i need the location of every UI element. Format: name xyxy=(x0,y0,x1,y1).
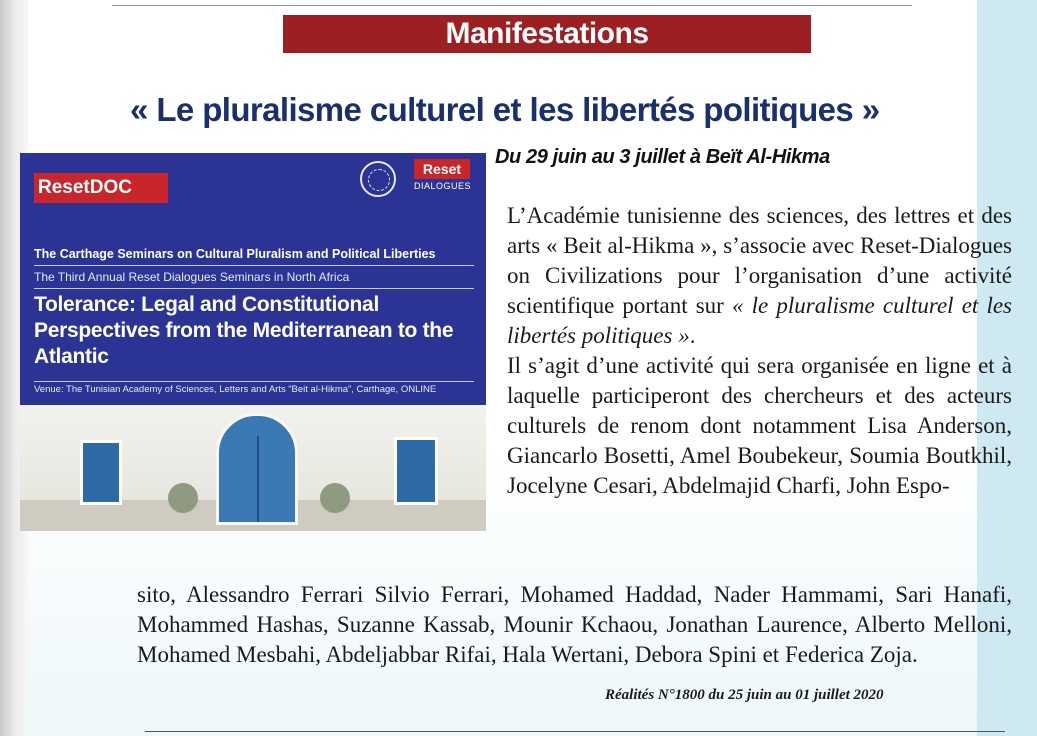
paragraph-1-italic: « le pluralisme culturel et les libertés politiques » xyxy=(507,293,1012,348)
poster-annual: The Third Annual Reset Dialogues Seminars in North Africa xyxy=(34,270,350,284)
poster-rule xyxy=(34,265,474,266)
section-banner: Manifestations xyxy=(283,15,811,53)
potted-plant xyxy=(320,483,350,513)
poster-rule xyxy=(34,381,474,382)
paragraph-1-text: L’Académie tunisienne des sciences, des lettres et des arts « Beit al-Hikma », s’associe avec Reset-Dialogues on Civilizations pour l’organisation d’une activité scientifique portant sur xyxy=(507,203,1012,318)
building-photo xyxy=(20,405,486,531)
poster-venue: Venue: The Tunisian Academy of Sciences, Letters and Arts “Beit al-Hikma”, Carthage, ONLINE xyxy=(34,384,437,395)
top-rule xyxy=(112,5,912,6)
poster-title: Tolerance: Legal and Constitutional Perspectives from the Mediterranean to the Atlantic xyxy=(34,293,454,368)
academy-seal-icon xyxy=(360,161,396,197)
blue-window-right xyxy=(394,437,438,505)
paragraph-1-end: . xyxy=(689,323,696,348)
poster-rule xyxy=(34,288,474,289)
reset-dialogues-logo-top: Reset xyxy=(414,159,470,179)
blue-window-left xyxy=(80,440,122,505)
resetdoc-logo: ResetDOC xyxy=(34,173,168,203)
source-citation: Réalités N°1800 du 25 juin au 01 juillet 2020 xyxy=(605,687,884,703)
reset-dialogues-logo xyxy=(414,159,470,195)
poster-series: The Carthage Seminars on Cultural Pluralism and Political Liberties xyxy=(34,247,436,261)
potted-plant xyxy=(168,483,198,513)
paragraph-1 xyxy=(507,201,1012,351)
article-body xyxy=(507,201,1012,501)
blue-arched-door xyxy=(216,413,298,525)
reset-dialogues-logo-bottom: DIALOGUES xyxy=(414,181,472,191)
article-subhead: Du 29 juin au 3 juillet à Beït Al-Hikma xyxy=(495,146,830,168)
article-body-continued: sito, Alessandro Ferrari Silvio Ferrari, Mohamed Haddad, Nader Hammami, Sari Hanafi, Mohammed Hashas, Suzanne Kassab, Mounir Kchaou, Jonathan Laurence, Alberto Melloni, Mohamed Mesbahi, Abdeljabbar Rifai, Hala Wertani, Debora Spini et Federica Zoja. xyxy=(137,582,1012,667)
bottom-rule xyxy=(145,731,1005,732)
event-poster xyxy=(20,153,486,531)
paragraph-2: Il s’agit d’une activité qui sera organisée en ligne et à laquelle participeront des chercheurs et des acteurs culturels de renom dont notamment Lisa Anderson, Giancarlo Bosetti, Amel Boubekeur, Soumia Boutkhil, Jocelyne Cesari, Abdelmajid Charfi, John Espo- xyxy=(507,353,1012,498)
article-headline: « Le pluralisme culturel et les libertés politiques » xyxy=(130,91,880,128)
